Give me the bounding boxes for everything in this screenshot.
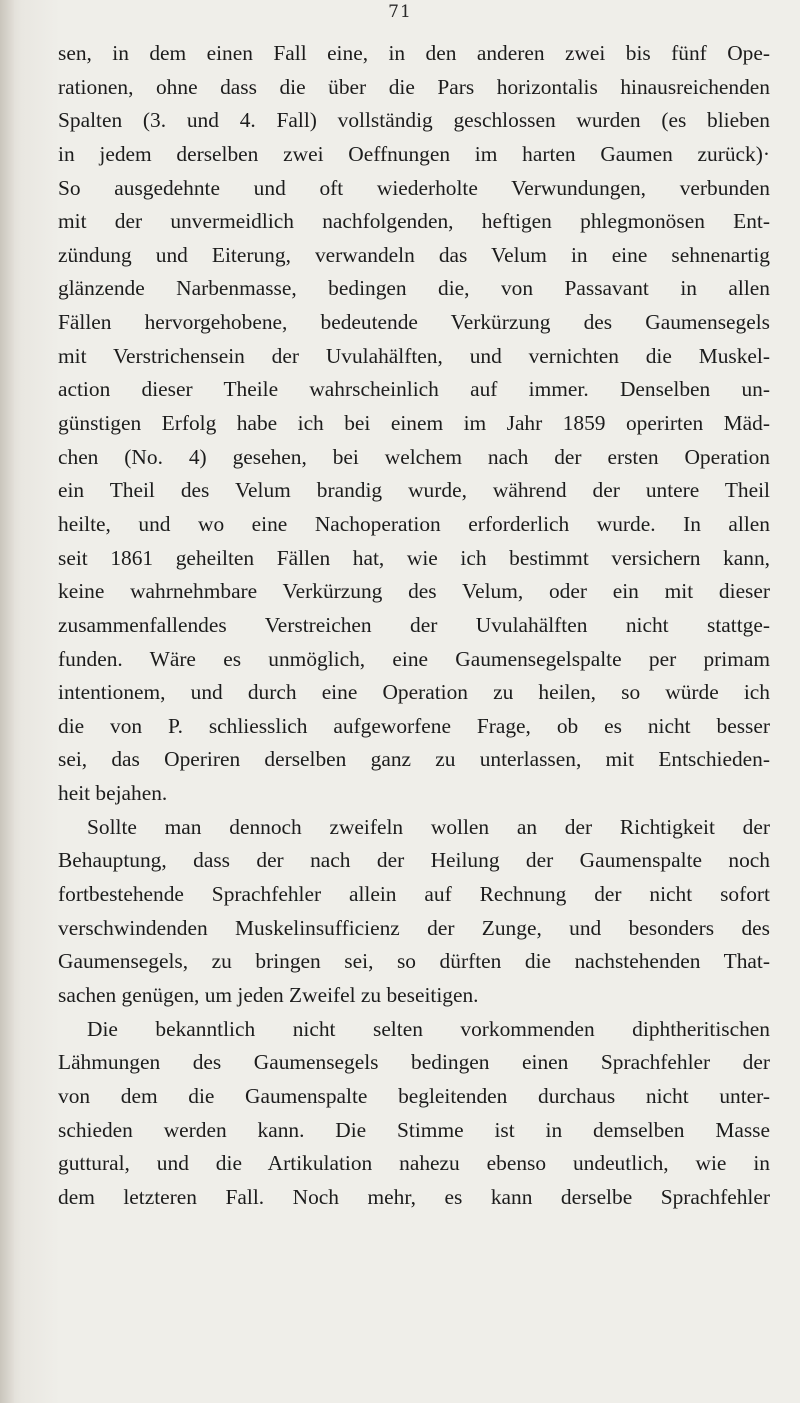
text-line: Lähmungen des Gaumensegels bedingen einen Sprachfehler der: [58, 1050, 770, 1075]
page-binding-shadow: [0, 0, 14, 1403]
text-line: verschwindenden Muskelinsufficienz der Zunge, und besonders des: [58, 915, 770, 940]
text-line: Behauptung, dass der nach der Heilung der Gaumenspalte noch: [58, 848, 770, 873]
text-line: fortbestehende Sprachfehler allein auf Rechnung der nicht sofort: [58, 882, 770, 907]
text-line: Sollte man dennoch zweifeln wollen an der Richtigkeit der: [87, 814, 770, 839]
text-line: mit Verstrichensein der Uvulahälften, und vernichten die Muskel-: [58, 343, 770, 368]
text-line: intentionem, und durch eine Operation zu heilen, so würde ich: [58, 680, 770, 705]
text-line: zündung und Eiterung, verwandeln das Velum in eine sehnenartig: [58, 242, 770, 267]
body-text: [58, 37, 770, 1214]
text-line: heilte, und wo eine Nachoperation erforderlich wurde. In allen: [58, 511, 770, 536]
text-line: schieden werden kann. Die Stimme ist in demselben Masse: [58, 1117, 770, 1142]
text-line: ein Theil des Velum brandig wurde, während der untere Theil: [58, 478, 770, 503]
text-line: zusammenfallendes Verstreichen der Uvulahälften nicht stattge-: [58, 612, 770, 637]
text-line: sei, das Operiren derselben ganz zu unterlassen, mit Entschieden-: [58, 747, 770, 772]
text-line: dem letzteren Fall. Noch mehr, es kann derselbe Sprachfehler: [58, 1184, 770, 1209]
text-line: funden. Wäre es unmöglich, eine Gaumensegelspalte per primam: [58, 646, 770, 671]
text-line: glänzende Narbenmasse, bedingen die, von Passavant in allen: [58, 276, 770, 301]
text-line: heit bejahen.: [58, 781, 168, 806]
text-line: von dem die Gaumenspalte begleitenden durchaus nicht unter-: [58, 1083, 770, 1108]
text-line: So ausgedehnte und oft wiederholte Verwundungen, verbunden: [58, 175, 770, 200]
text-line: die von P. schliesslich aufgeworfene Frage, ob es nicht besser: [58, 713, 770, 738]
text-line: rationen, ohne dass die über die Pars horizontalis hinausreichenden: [58, 74, 770, 99]
text-line: seit 1861 geheilten Fällen hat, wie ich bestimmt versichern kann,: [58, 545, 770, 570]
text-line: chen (No. 4) gesehen, bei welchem nach der ersten Operation: [58, 444, 770, 469]
text-line: sachen genügen, um jeden Zweifel zu beseitigen.: [58, 982, 479, 1007]
text-line: action dieser Theile wahrscheinlich auf immer. Denselben un-: [58, 377, 770, 402]
text-line: sen, in dem einen Fall eine, in den anderen zwei bis fünf Ope-: [58, 41, 770, 65]
text-line: guttural, und die Artikulation nahezu ebenso undeutlich, wie in: [58, 1151, 770, 1176]
text-line: Die bekanntlich nicht selten vorkommenden diphtheritischen: [87, 1016, 770, 1041]
text-line: mit der unvermeidlich nachfolgenden, heftigen phlegmonösen Ent-: [58, 209, 770, 234]
text-line: Fällen hervorgehobene, bedeutende Verkürzung des Gaumensegels: [58, 310, 770, 335]
text-line: keine wahrnehmbare Verkürzung des Velum, oder ein mit dieser: [58, 579, 770, 604]
text-line: Gaumensegels, zu bringen sei, so dürften die nachstehenden That-: [58, 949, 770, 974]
text-line: Spalten (3. und 4. Fall) vollständig geschlossen wurden (es blieben: [58, 108, 770, 133]
text-line: in jedem derselben zwei Oeffnungen im harten Gaumen zurück)·: [58, 141, 770, 166]
page-number: 71: [388, 2, 412, 22]
text-line: günstigen Erfolg habe ich bei einem im Jahr 1859 operirten Mäd-: [58, 411, 770, 436]
